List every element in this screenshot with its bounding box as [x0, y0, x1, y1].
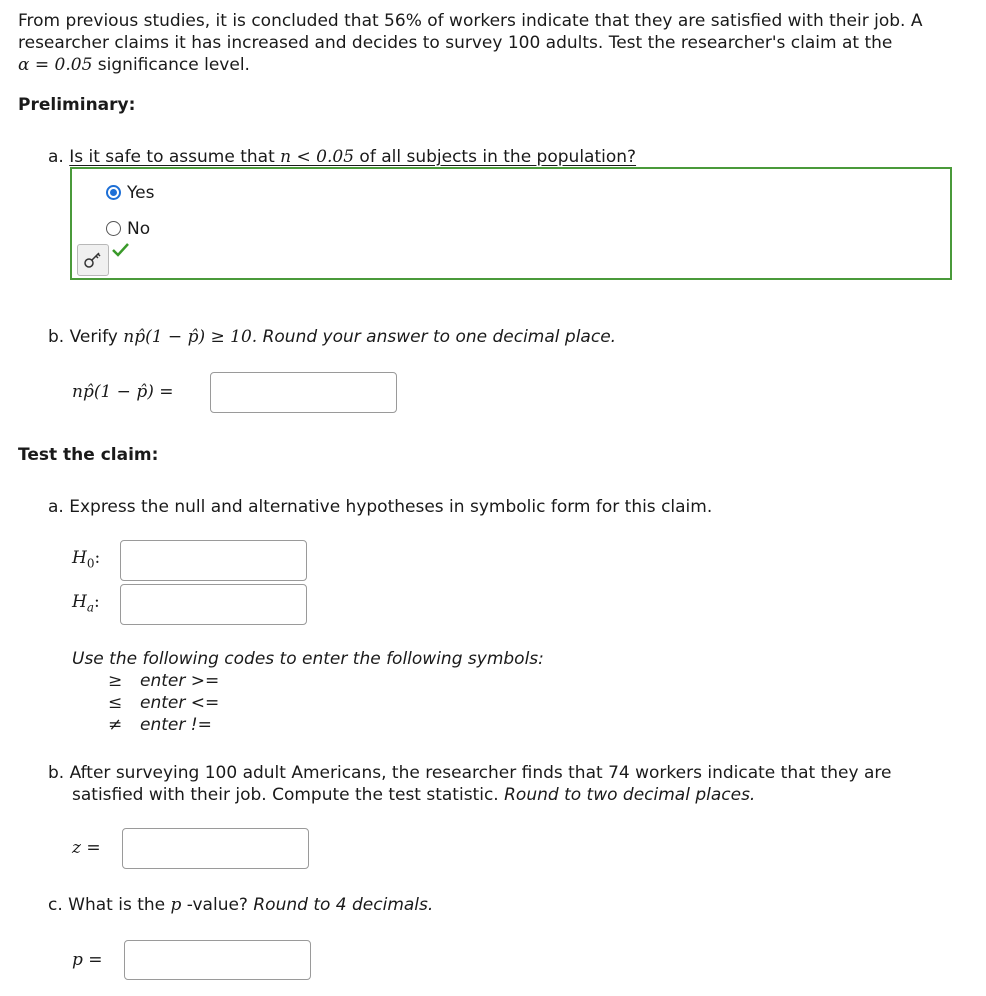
- h0-input[interactable]: [120, 540, 307, 581]
- prelim-question-b: b. Verify np̂(1 − p̂) ≥ 10. Round your answer to one decimal place.: [48, 327, 617, 347]
- symbol-code-row: ≤ enter <=: [108, 693, 220, 713]
- test-question-b-line-2: satisfied with their job. Compute the test statistic. Round to two decimal places.: [72, 785, 756, 805]
- radio-no[interactable]: [106, 221, 121, 236]
- symbol-codes-title: Use the following codes to enter the following symbols:: [72, 649, 544, 669]
- prelim-a-answer-box: [70, 167, 952, 280]
- test-question-a: a. Express the null and alternative hypotheses in symbolic form for this claim.: [48, 497, 713, 517]
- option-yes[interactable]: [106, 184, 186, 202]
- radio-yes[interactable]: [106, 185, 121, 200]
- p-label: p =: [72, 950, 103, 970]
- z-label: z =: [72, 838, 101, 858]
- option-no[interactable]: [106, 220, 186, 238]
- alpha-expression: α = 0.05: [18, 55, 93, 75]
- test-question-b-line-1: b. After surveying 100 adult Americans, the researcher finds that 74 workers indicate that they are: [48, 763, 892, 783]
- option-yes-label: Yes: [127, 183, 155, 203]
- test-claim-heading: Test the claim:: [18, 445, 159, 465]
- ha-label: $H_a$:: [72, 592, 100, 615]
- prelim-question-a: a. Is it safe to assume that n < 0.05 of all subjects in the population?: [48, 147, 637, 167]
- symbol-code-row: ≠ enter !=: [108, 715, 212, 735]
- intro-line-3: α = 0.05 significance level.: [18, 55, 250, 75]
- intro-line-1: From previous studies, it is concluded that 56% of workers indicate that they are satisfied with their job. A: [18, 11, 923, 31]
- symbol-code-row: ≥ enter >=: [108, 671, 220, 691]
- key-icon: [78, 245, 108, 275]
- option-no-label: No: [127, 219, 151, 239]
- key-button[interactable]: [77, 244, 109, 276]
- preliminary-heading: Preliminary:: [18, 95, 136, 115]
- problem-statement: [18, 10, 968, 76]
- test-question-c: c. What is the p -value? Round to 4 decimals.: [48, 895, 434, 915]
- h0-label: $H_0$:: [72, 548, 101, 571]
- np-label: np̂(1 − p̂) =: [72, 382, 174, 402]
- np-input[interactable]: [210, 372, 397, 413]
- check-icon: [111, 242, 131, 258]
- p-input[interactable]: [124, 940, 311, 980]
- ha-input[interactable]: [120, 584, 307, 625]
- intro-line-2: researcher claims it has increased and decides to survey 100 adults. Test the researcher's claim at the: [18, 33, 893, 53]
- z-input[interactable]: [122, 828, 309, 869]
